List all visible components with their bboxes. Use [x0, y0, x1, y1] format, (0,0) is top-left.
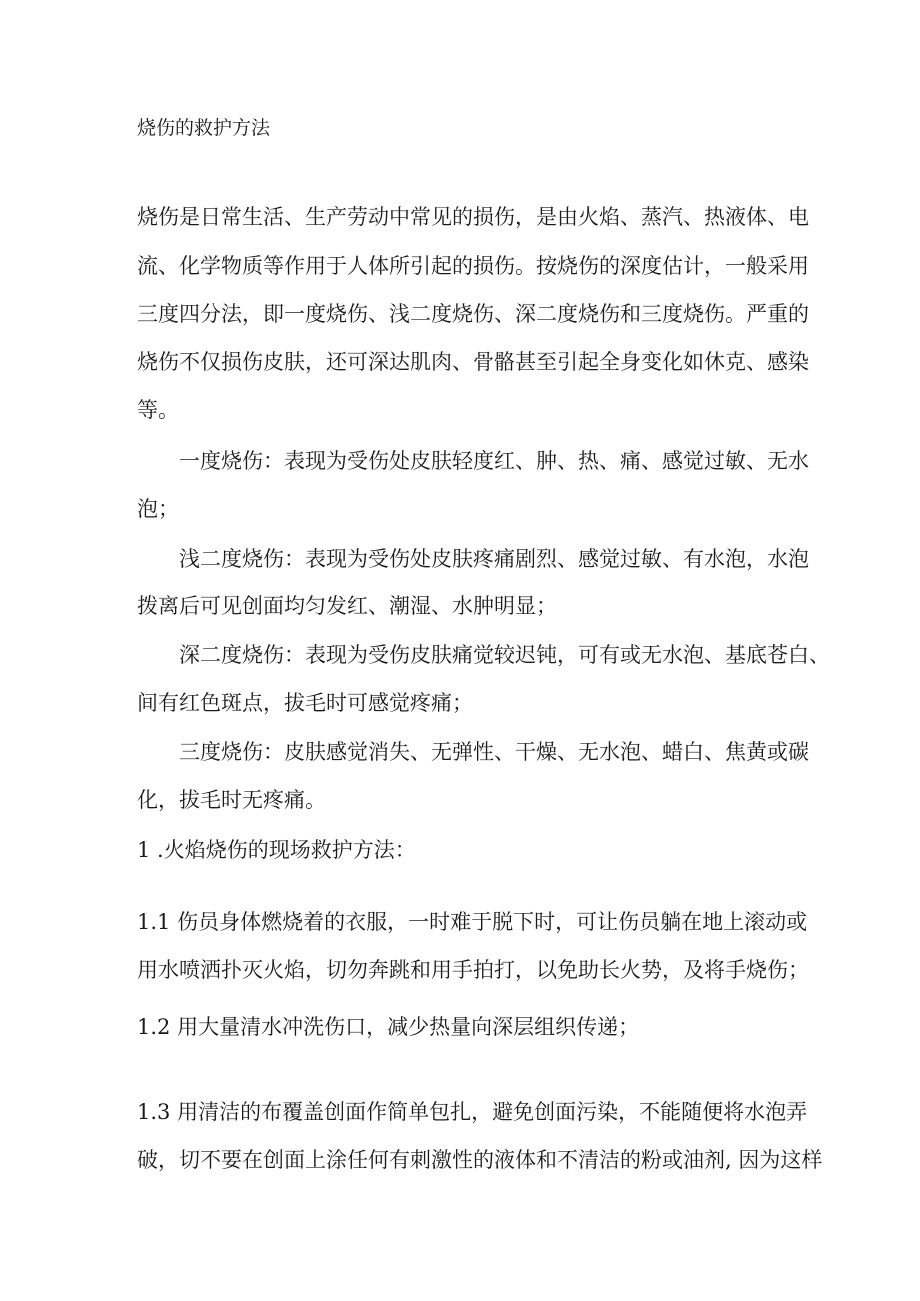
paragraph-third-degree-line: 三度烧伤：皮肤感觉消失、无弹性、干燥、无水泡、蜡白、焦黄或碳 — [179, 740, 809, 764]
paragraph-deep-second-degree-line: 深二度烧伤：表现为受伤皮肤痛觉较迟钝，可有或无水泡、基底苍白、 — [179, 643, 830, 667]
list-item-1-3-line: 1.3 用清洁的布覆盖创面作简单包扎，避免创面污染，不能随便将水泡弄 — [137, 1100, 808, 1124]
paragraph-intro-line: 烧伤不仅损伤皮肤，还可深达肌肉、骨骼甚至引起全身变化如休克、感染 — [137, 350, 809, 374]
list-item-1-1-line: 用水喷洒扑灭火焰，切勿奔跳和用手拍打，以免助长火势，及将手烧伤； — [137, 958, 809, 982]
paragraph-intro-line: 烧伤是日常生活、生产劳动中常见的损伤，是由火焰、蒸汽、热液体、电 — [137, 205, 809, 229]
paragraph-third-degree-line: 化，拔毛时无疼痛。 — [137, 788, 326, 812]
paragraph-intro-line: 流、化学物质等作用于人体所引起的损伤。按烧伤的深度估计，一般采用 — [137, 254, 809, 278]
paragraph-shallow-second-degree-line: 拨离后可见创面均匀发红、潮湿、水肿明显； — [137, 594, 557, 618]
paragraph-intro-line: 三度四分法，即一度烧伤、浅二度烧伤、深二度烧伤和三度烧伤。严重的 — [137, 302, 809, 326]
list-item-1-1-line: 1.1 伤员身体燃烧着的衣服，一时难于脱下时，可让伤员躺在地上滚动或 — [137, 910, 808, 934]
document-title: 烧伤的救护方法 — [137, 117, 271, 139]
paragraph-intro-line: 等。 — [137, 398, 179, 422]
section-heading: 1 .火焰烧伤的现场救护方法： — [137, 838, 416, 862]
paragraph-deep-second-degree-line: 间有红色斑点，拔毛时可感觉疼痛； — [137, 691, 473, 715]
list-item-1-3-line: 破，切不要在创面上涂任何有刺激性的液体和不清洁的粉或油剂, 因为这样 — [137, 1148, 823, 1172]
paragraph-first-degree-line: 一度烧伤：表现为受伤处皮肤轻度红、肿、热、痛、感觉过敏、无水 — [179, 449, 809, 473]
list-item-1-2-line: 1.2 用大量清水冲洗伤口，减少热量向深层组织传递； — [137, 1015, 640, 1039]
paragraph-first-degree-line: 泡； — [137, 497, 179, 521]
paragraph-shallow-second-degree-line: 浅二度烧伤：表现为受伤处皮肤疼痛剧烈、感觉过敏、有水泡，水泡 — [179, 547, 809, 571]
